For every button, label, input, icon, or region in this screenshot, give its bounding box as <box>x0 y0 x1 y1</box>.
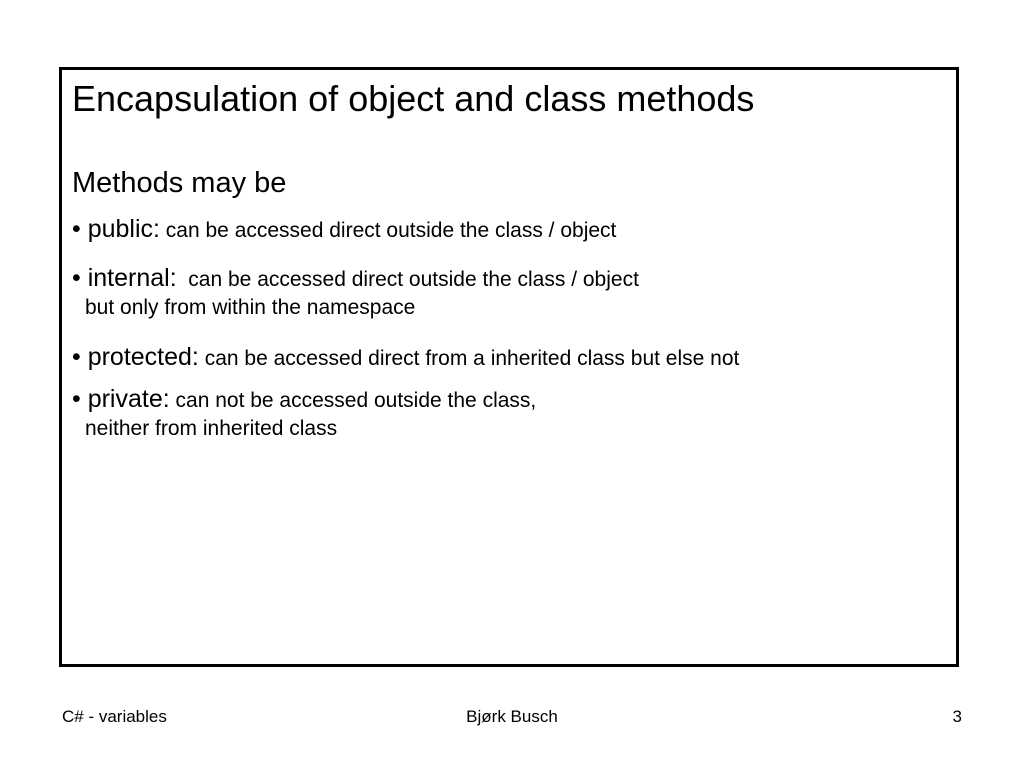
bullet-term: • private: <box>72 385 170 413</box>
bullet-term: • internal: <box>72 264 177 292</box>
bullet-description: can be accessed direct outside the class / object <box>176 268 639 291</box>
bullet-continuation: but only from within the namespace <box>85 296 416 319</box>
footer-author: Bjørk Busch <box>466 707 558 726</box>
slide-subtitle: Methods may be <box>72 167 287 199</box>
bullet-internal <box>72 263 639 321</box>
slide-title: Encapsulation of object and class methods <box>72 78 755 119</box>
bullet-description: can be accessed direct from a inherited class but else not <box>198 347 740 370</box>
bullet-protected <box>72 342 739 374</box>
bullet-private <box>72 384 536 442</box>
bullet-public <box>72 214 616 246</box>
bullet-term: • public: <box>72 215 160 243</box>
page-number: 3 <box>952 707 962 726</box>
footer-left-text: C# - variables <box>62 707 167 726</box>
bullet-description: can be accessed direct outside the class / object <box>159 219 617 242</box>
bullet-term: • protected: <box>72 343 199 371</box>
bullet-description: can not be accessed outside the class, <box>169 389 537 412</box>
bullet-continuation: neither from inherited class <box>85 417 338 440</box>
